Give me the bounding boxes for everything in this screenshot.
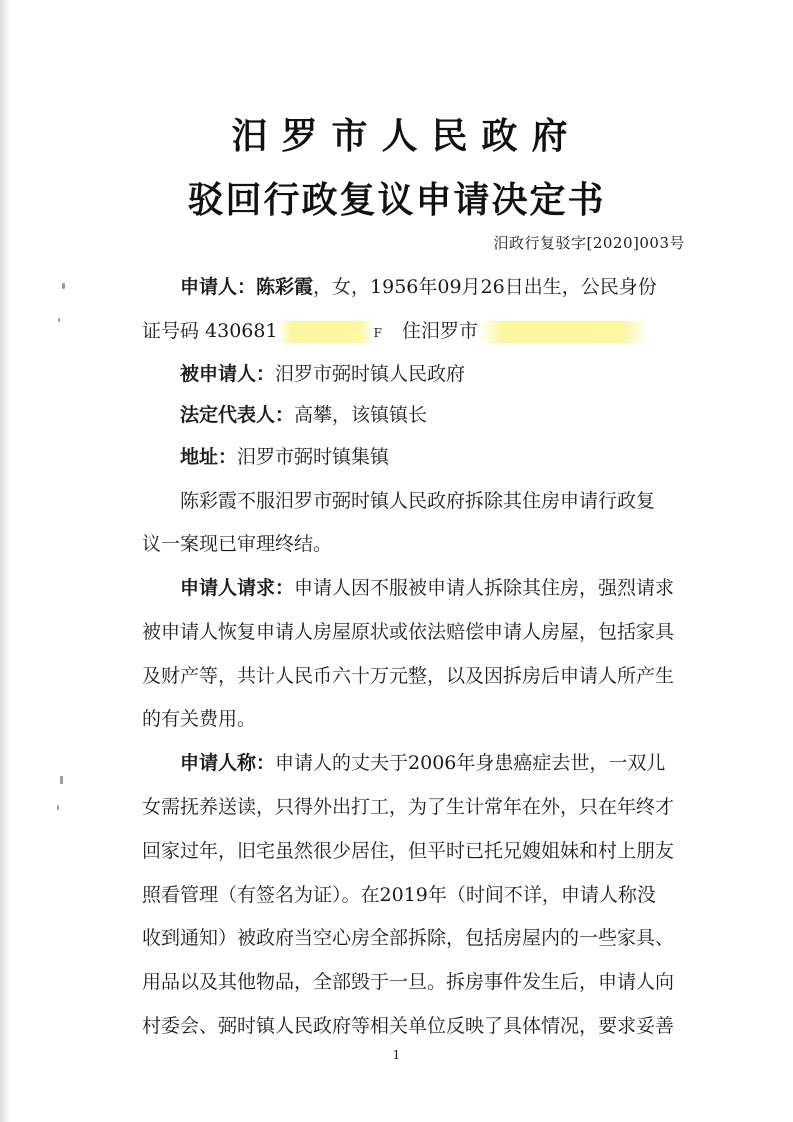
residence-prefix: 住汨罗市 <box>401 320 478 342</box>
claims-line: 回家过年，旧宅虽然很少居住，但平时已托兄嫂姐妹和村上朋友 <box>142 840 675 862</box>
address-label: 地址： <box>180 446 238 468</box>
document-number: 汨政行复驳字[2020]003号 <box>493 234 685 252</box>
intro-line: 议一案现已审理终结。 <box>142 533 333 555</box>
claims-line <box>180 748 700 775</box>
scan-speck <box>62 283 65 289</box>
respondent-line <box>180 359 700 386</box>
legal-rep-value: 高攀，该镇镇长 <box>294 404 428 426</box>
address-line <box>180 442 700 469</box>
address-value: 汨罗市弼时镇集镇 <box>237 446 390 468</box>
respondent-label: 被申请人： <box>180 363 276 385</box>
id-prefix: 证号码 430681 <box>142 320 278 342</box>
claims-line: 照看管理（有签名为证）。在2019年（时间不详，申请人称没 <box>142 884 656 906</box>
document-title-line2: 驳回行政复议申请决定书 <box>187 180 606 221</box>
applicant-line <box>180 272 700 299</box>
claims-line: 用品以及其他物品，全部毁于一旦。拆房事件发生后，申请人向 <box>142 971 675 993</box>
request-label: 申请人请求： <box>180 577 295 599</box>
claims-line: 村委会、弼时镇人民政府等相关单位反映了具体情况，要求妥善 <box>142 1015 675 1037</box>
applicant-id-line <box>142 316 702 343</box>
scan-speck <box>57 805 59 810</box>
claims-line: 女需抚养送读，只得外出打工，为了生计常年在外，只在年终才 <box>142 796 675 818</box>
scan-speck <box>58 318 60 322</box>
claims-text: 申请人的丈夫于2006年身患癌症去世，一双儿 <box>275 752 666 774</box>
scan-edge-shadow <box>0 0 10 1122</box>
applicant-name: 陈彩霞 <box>256 276 314 298</box>
intro-line: 陈彩霞不服汨罗市弼时镇人民政府拆除其住房申请行政复 <box>180 490 656 512</box>
request-line: 及财产等，共计人民币六十万元整，以及因拆房后申请人所产生 <box>142 665 675 687</box>
legal-rep-line <box>180 400 700 427</box>
claims-line: 收到通知）被政府当空心房全部拆除，包括房屋内的一些家具、 <box>142 927 675 949</box>
applicant-label: 申请人： <box>180 276 257 298</box>
id-suffix: F <box>373 326 382 340</box>
applicant-info: ，女，1956年09月26日出生，公民身份 <box>313 276 657 298</box>
respondent-value: 汨罗市弼时镇人民政府 <box>275 363 466 385</box>
page-number: 1 <box>392 1048 401 1062</box>
request-line <box>180 573 700 600</box>
claims-label: 申请人称： <box>180 752 276 774</box>
scan-speck <box>60 776 63 784</box>
id-redaction <box>278 321 374 343</box>
request-text: 申请人因不服被申请人拆除其住房，强烈请求 <box>294 577 675 599</box>
legal-rep-label: 法定代表人： <box>180 404 295 426</box>
document-title-line1: 汨罗市人民政府 <box>231 116 582 157</box>
residence-redaction <box>478 321 648 343</box>
request-line: 的有关费用。 <box>142 708 257 730</box>
request-line: 被申请人恢复申请人房屋原状或依法赔偿申请人房屋，包括家具 <box>142 621 675 643</box>
